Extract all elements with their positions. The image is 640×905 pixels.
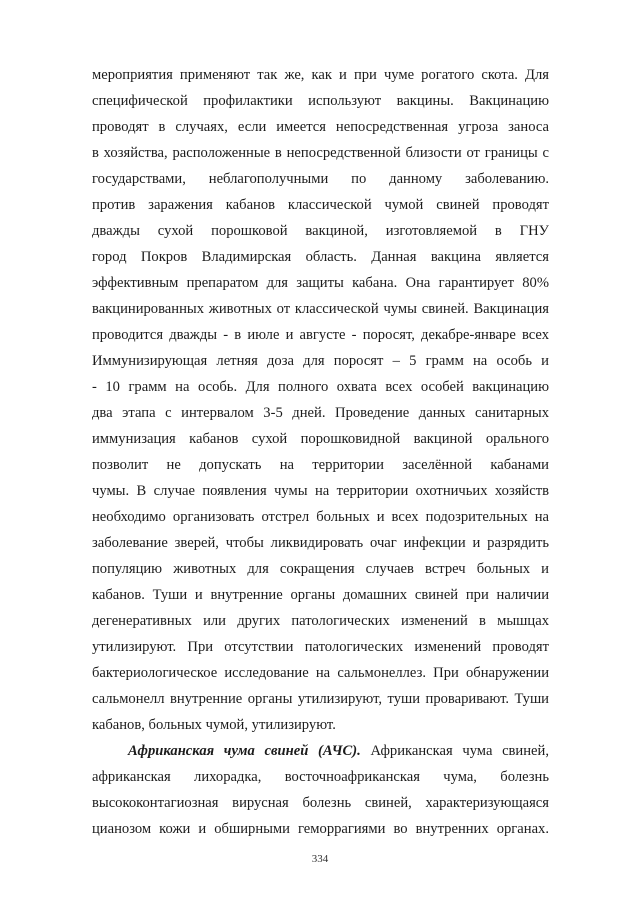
text-line: в хозяйства, расположенные в непосредственной близости от границы с (92, 145, 549, 161)
text-line: - 10 грамм на особь. Для полного охвата всех особей вакцинацию (92, 379, 549, 395)
text-line: чумы. В случае появления чумы на территории охотничьих хозяйств (92, 483, 549, 499)
text-line: Иммунизирующая летняя доза для поросят – 5 грамм на особь и (92, 353, 549, 369)
text-line: дегенеративных или других патологических изменений в мышцах (92, 613, 549, 629)
section-first-line: Африканская чума свиней, (360, 743, 549, 759)
text-line: высококонтагиозная вирусная болезнь свиней, характеризующаяся (92, 795, 549, 811)
text-line: популяцию животных для сокращения случаев встреч больных и (92, 561, 549, 577)
text-line: эффективным препаратом для защиты кабана. Она гарантирует 80% (92, 275, 549, 291)
text-line: два этапа с интервалом 3-5 дней. Проведение данных санитарных (92, 405, 549, 421)
text-line: дважды сухой порошковой вакциной, изготовляемой в ГНУ (92, 223, 549, 239)
text-line: сальмонелл внутренние органы утилизируют, туши проваривают. Туши (92, 691, 549, 707)
text-line: африканская лихорадка, восточноафриканская чума, болезнь (92, 769, 549, 785)
paragraph-classical-swine-fever (92, 64, 549, 740)
paragraph-african-swine-fever (92, 740, 549, 844)
text-line: цианозом кожи и обширными геморрагиями во внутренних органах. (92, 821, 549, 837)
text-line: кабанов, больных чумой, утилизируют. (92, 717, 336, 733)
section-term: Африканская чума свиней (АЧС). (128, 743, 361, 759)
text-line: вакцинированных животных от классической чумы свиней. Вакцинация (92, 301, 549, 317)
text-line: город Покров Владимирская область. Данная вакцина является (92, 249, 549, 265)
text-line: утилизируют. При отсутствии патологических изменений проводят (92, 639, 549, 655)
text-line: необходимо организовать отстрел больных и всех подозрительных на (92, 509, 549, 525)
text-line: проводится дважды - в июле и августе - поросят, декабре-январе всех (92, 327, 549, 343)
text-line: иммунизация кабанов сухой порошковидной вакциной орального (92, 431, 549, 447)
text-line: государствами, неблагополучными по данному заболеванию. (92, 171, 549, 187)
text-line: против заражения кабанов классической чумой свиней проводят (92, 197, 549, 213)
text-line: позволит не допускать на территории заселённой кабанами (92, 457, 549, 473)
page-body (92, 64, 549, 844)
text-line: мероприятия применяют так же, как и при чуме рогатого скота. Для (92, 67, 549, 83)
text-line: бактериологическое исследование на сальмонеллез. При обнаружении (92, 665, 549, 681)
text-line: кабанов. Туши и внутренние органы домашних свиней при наличии (92, 587, 549, 603)
text-line: специфической профилактики используют вакцины. Вакцинацию (92, 93, 549, 109)
page-number: 334 (311, 853, 329, 865)
text-line (92, 740, 549, 766)
text-line: проводят в случаях, если имеется непосредственная угроза заноса (92, 119, 549, 135)
text-line: заболевание зверей, чтобы ликвидировать очаг инфекции и разрядить (92, 535, 549, 551)
